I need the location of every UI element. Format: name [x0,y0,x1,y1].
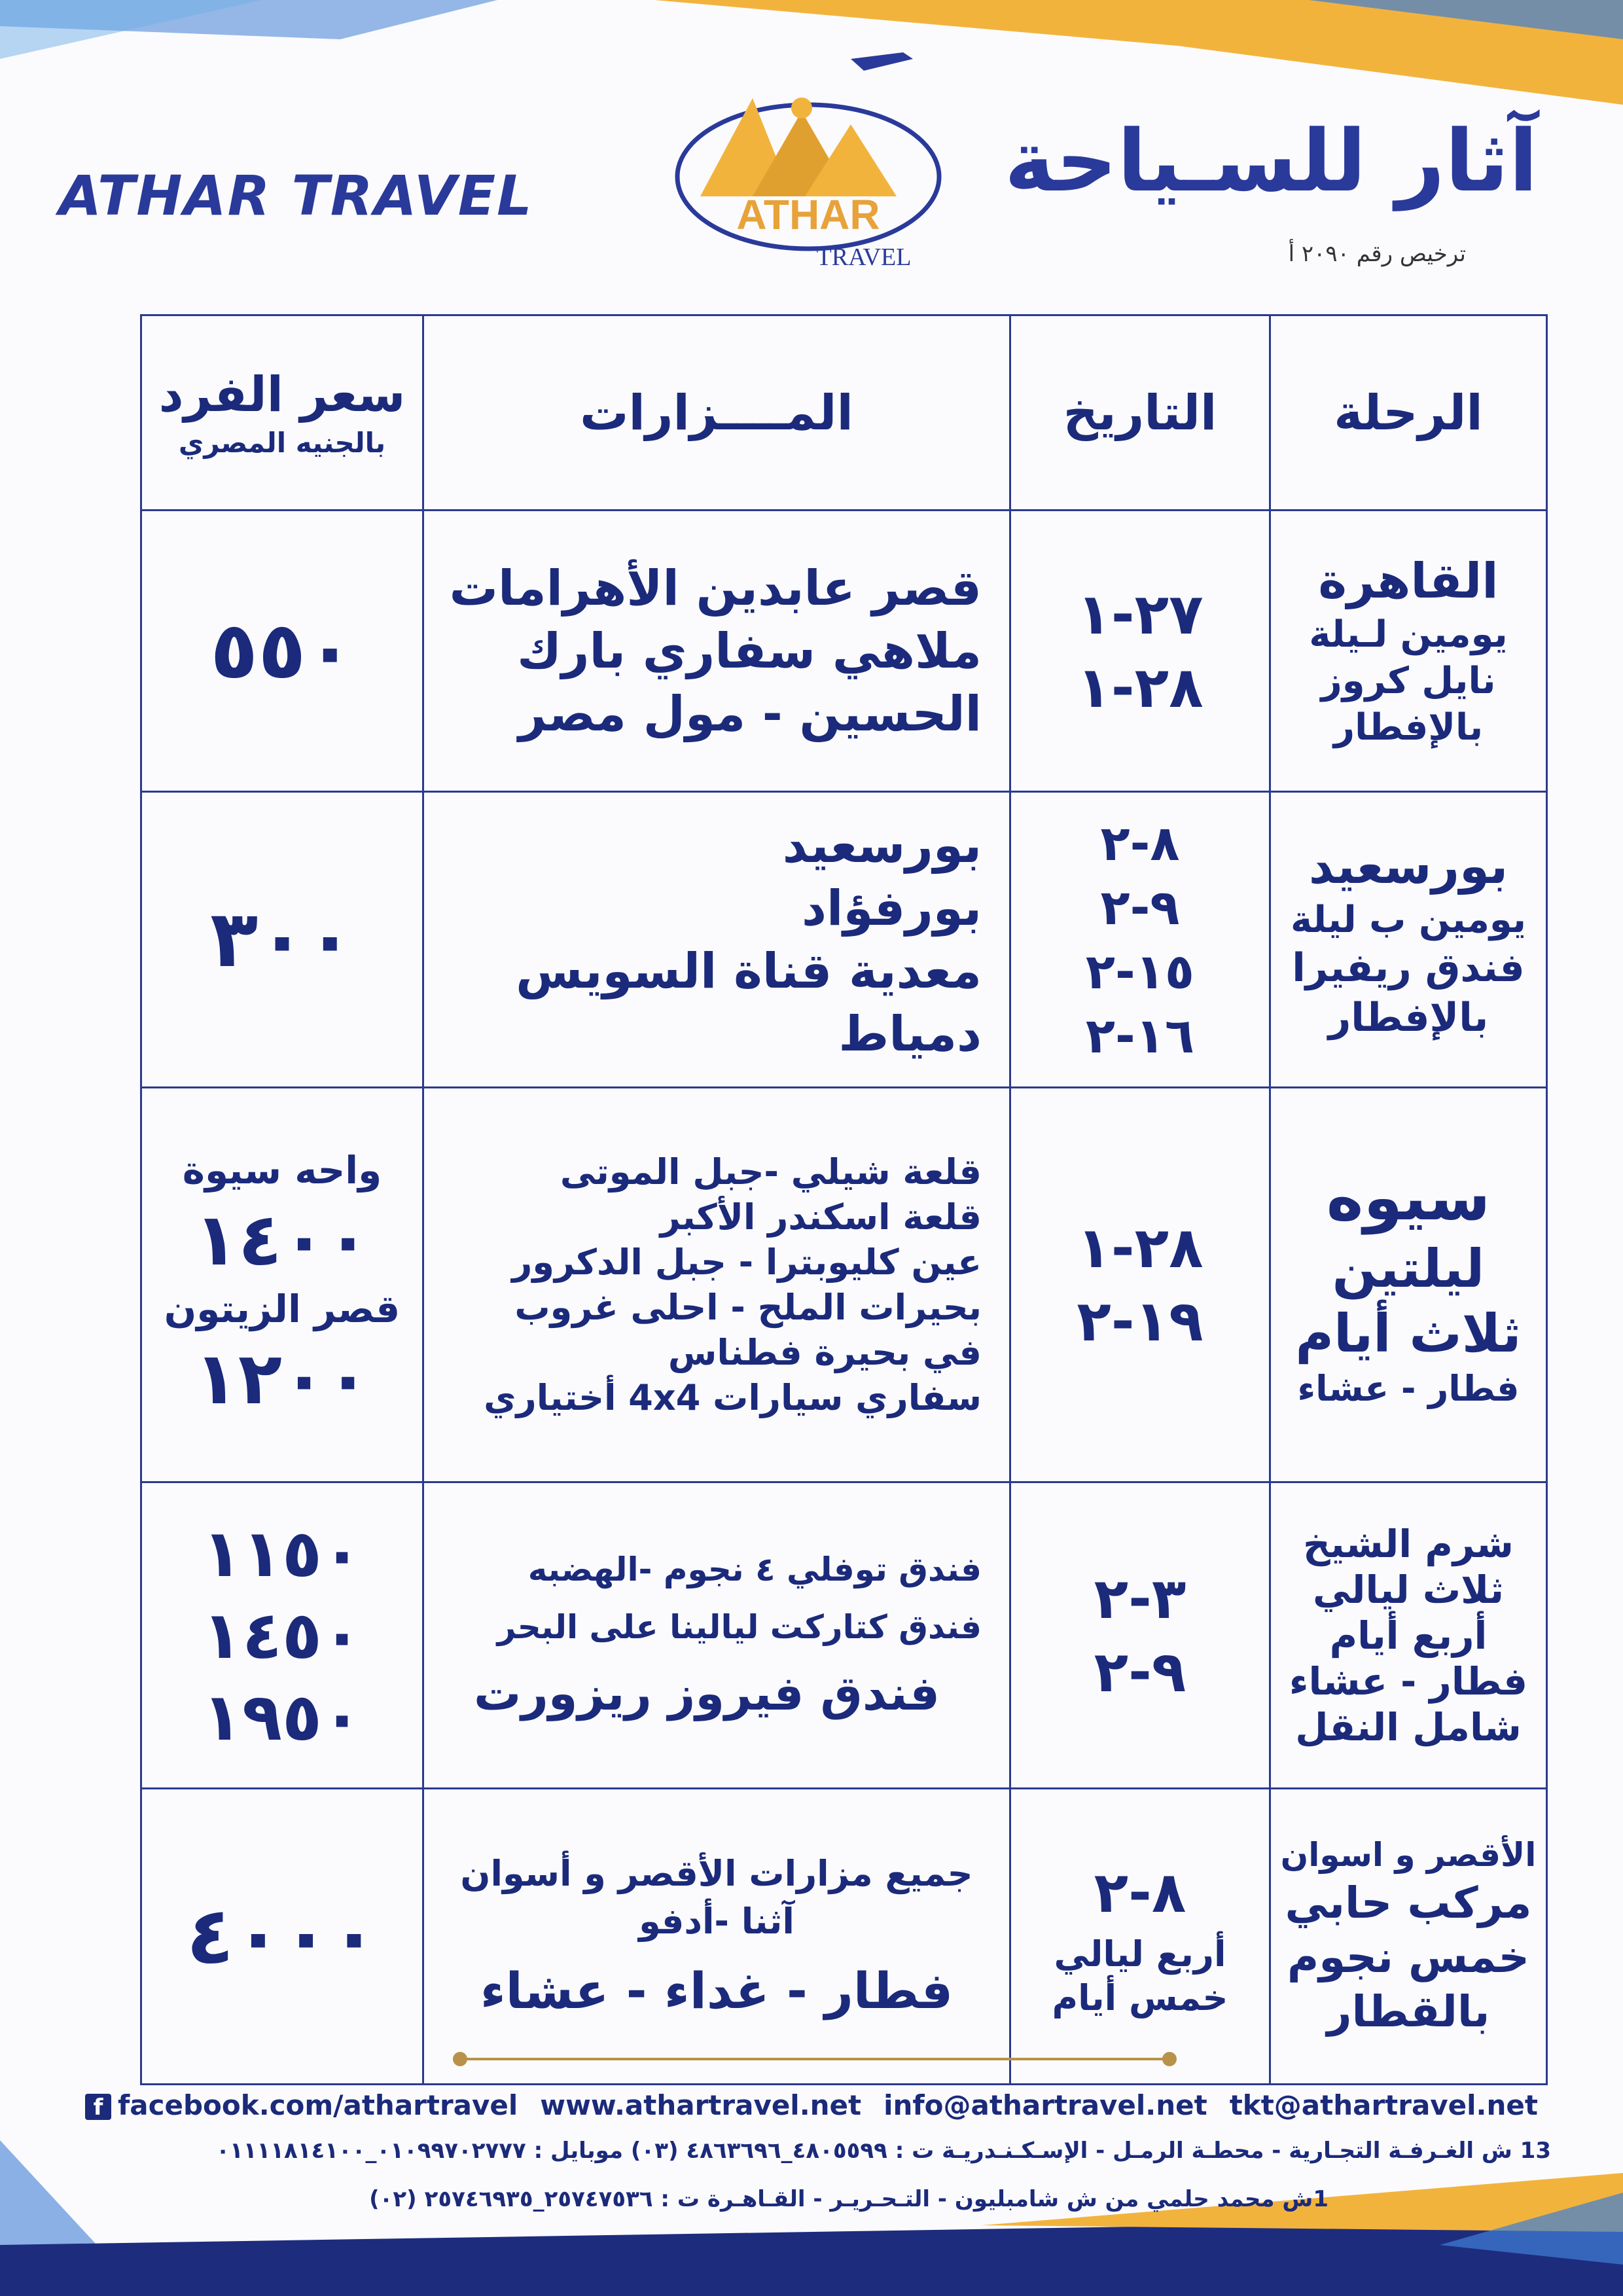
website-link[interactable]: www.athartravel.net [540,2089,862,2121]
facebook-link[interactable] [85,2089,518,2121]
price-label: واحه سيوة [182,1148,382,1193]
price-value: ٥٥٠ [210,605,354,696]
date-cell [1010,1789,1270,2085]
trip-date: ١٥-٢ [1085,943,1195,1000]
site-line: فطار - غداء - عشاء [480,1962,954,2020]
site-line: فندق كتاركت ليالينا على البحر [497,1607,982,1646]
date-note: أربع ليالي [1054,1933,1226,1975]
trip-date: ٩-٢ [1100,879,1180,936]
date-cell [1010,1088,1270,1482]
price-value: ١٤٠٠ [194,1198,370,1282]
price-cell [141,1789,423,2085]
price-value: ١٩٥٠ [202,1679,363,1755]
price-cell [141,792,423,1088]
facebook-text: facebook.com/athartravel [118,2089,518,2121]
trip-date: ١٦-٢ [1085,1007,1195,1064]
brand-name-english: ATHAR TRAVEL [59,164,533,228]
trip-detail: بالقطار [1327,1986,1490,2037]
site-line: دمياط [838,1005,982,1062]
trip-date: ٣-٢ [1094,1566,1186,1632]
tkt-email-link[interactable]: tkt@athartravel.net [1229,2089,1538,2121]
trip-name: القاهرة [1318,553,1499,609]
site-line: جميع مزارات الأقصر و أسوان [460,1853,973,1894]
trip-date: ٢٨-١ [1077,1215,1204,1281]
price-label: قصر الزيتون [164,1287,401,1331]
sites-cell [423,1088,1010,1482]
header-price-unit: بالجنيه المصري [178,427,386,459]
trip-detail: فندق ريفيرا [1292,945,1525,991]
price-cell [141,511,423,792]
header-trip: الرحلة [1270,315,1547,511]
price-value: ١١٥٠ [202,1515,363,1592]
sites-cell [423,511,1010,792]
table-row [141,511,1547,792]
price-value: ٤٠٠٠ [186,1891,378,1982]
site-line: فندق توفلي ٤ نجوم -الهضبه [527,1550,982,1588]
price-value: ١٤٥٠ [202,1597,363,1674]
header-price-label: سعر الفرد [158,367,406,423]
table-row [141,1482,1547,1789]
trip-name: الأقصر و اسوان [1280,1836,1537,1874]
trip-detail: مركب حابي [1285,1878,1532,1928]
trip-detail: خمس نجوم [1287,1932,1530,1982]
trip-name: شرم الشيخ [1303,1521,1514,1566]
trip-detail: بالإفطار [1333,706,1484,749]
table-row [141,1789,1547,2085]
trip-detail: شامل النقل [1295,1704,1522,1749]
trip-cell [1270,511,1547,792]
date-note: خمس أيام [1052,1977,1228,2018]
site-line: آثنا -أدفو [639,1901,794,1942]
sites-cell [423,1482,1010,1789]
info-email-link[interactable]: info@athartravel.net [883,2089,1207,2121]
trip-cell [1270,792,1547,1088]
trip-cell [1270,1088,1547,1482]
price-cell [141,1482,423,1789]
price-cell [141,1088,423,1482]
site-line: عين كليوبترا - جبل الدكرور [512,1242,982,1283]
license-number: ترخيص رقم ٢٠٩٠ أ [1288,241,1466,267]
trip-cell [1270,1482,1547,1789]
sites-cell [423,792,1010,1088]
trip-date: ٢٧-١ [1077,581,1204,647]
logo-sub: TRAVEL [816,243,912,271]
header-date: التاريخ [1010,315,1270,511]
address-cairo: 1ش محمد حلمي من ش شامبليون - التـحـريـر - القـاهـرة ت : ٢٥٧٤٧٥٣٦_٢٥٧٤٦٩٣٥ (٠٢) [369,2186,1329,2212]
trip-cell [1270,1789,1547,2085]
site-line: الحسين - مول مصر [518,685,982,742]
facebook-icon: f [85,2094,111,2120]
gold-divider [458,2058,1171,2060]
date-cell [1010,792,1270,1088]
price-value: ١٢٠٠ [194,1336,370,1420]
date-cell [1010,1482,1270,1789]
date-cell [1010,511,1270,792]
trip-name: بورسعيد [1308,838,1508,895]
offers-table [140,314,1548,2085]
site-line: قلعة اسكندر الأكبر [660,1196,982,1238]
trip-detail: بالإفطار [1328,995,1489,1041]
trip-date: ٨-٢ [1100,815,1180,872]
logo-word: ATHAR [736,191,880,238]
trip-date: ٩-٢ [1094,1639,1186,1705]
trip-detail: ليلتين [1332,1238,1485,1299]
site-line: بورفؤاد [802,880,982,937]
trip-detail: ثلاث ليالي [1313,1567,1504,1612]
brand-name-arabic: آثار للسـياحة [1004,111,1538,211]
trip-detail: يومين ب ليلة [1290,899,1527,941]
trip-detail: فطار - عشاء [1289,1659,1528,1704]
trip-date: ٢٨-١ [1077,655,1204,721]
site-line: معدية قناة السويس [516,942,982,999]
site-line: بحيرات الملح - احلى غروب [514,1287,982,1328]
trip-name: سيوه [1326,1160,1491,1234]
site-line: ملاهي سفاري بارك [517,622,982,679]
price-value: ٣٠٠ [210,894,354,985]
site-line: فندق فيروز ريزورت [474,1665,940,1721]
trip-detail: أربع أيام [1329,1613,1488,1658]
site-line: سفاري سيارات 4x4 أختياري [484,1377,982,1418]
trip-detail: نايل كروز [1321,660,1496,702]
table-row [141,792,1547,1088]
trip-date: ١٩-٢ [1077,1289,1204,1354]
trip-date: ٨-٢ [1094,1859,1186,1926]
header-price [141,315,423,511]
site-line: قلعة شيلي -جبل الموتى [560,1151,982,1193]
site-line: بورسعيد [782,817,982,874]
trip-detail: يومين لـيلة [1309,613,1508,656]
site-line: في بحيرة فطناس [668,1332,982,1373]
trip-detail: فطار - عشاء [1297,1367,1520,1409]
contact-line [85,2089,1538,2121]
site-line: قصر عابدين الأهرامات [449,560,982,617]
athar-logo [654,46,969,281]
address-alexandria: 13 ش الغـرفـة التجـارية - محطـة الرمـل - الإسـكـنـدريـة ت : ٤٨٠٥٥٩٩_٤٨٦٣٦٩٦ (٠٣) موبايل : ٠١٠٩٩٧٠٢٧٧٧_٠١١١١٨١٤١٠٠ [216,2138,1551,2164]
trip-detail: ثلاث أيام [1295,1302,1522,1364]
header-sites: المــــزارات [423,315,1010,511]
table-header-row [141,315,1547,511]
sites-cell [423,1789,1010,2085]
table-row [141,1088,1547,1482]
